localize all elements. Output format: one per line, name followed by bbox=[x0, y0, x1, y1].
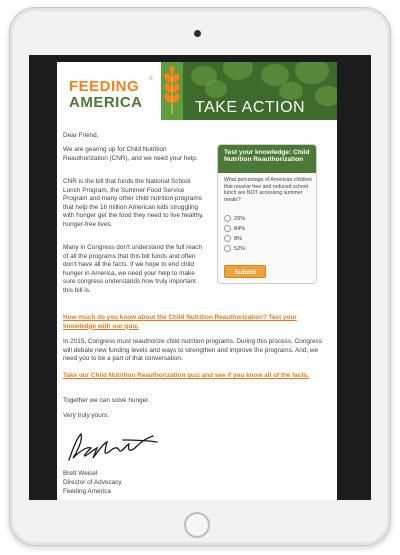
foliage-leaf bbox=[279, 82, 303, 100]
sender-name: Brett Weisel bbox=[63, 470, 98, 477]
foliage-leaf bbox=[295, 62, 329, 84]
foliage-leaf bbox=[205, 80, 227, 98]
tablet-screen bbox=[29, 55, 371, 500]
signature bbox=[63, 430, 163, 471]
radio-icon[interactable] bbox=[224, 245, 231, 252]
foliage-leaf bbox=[315, 86, 337, 106]
paragraph-4: In 2015, Congress must reauthorize child nutrition programs. During this process, Congress will debate new funding levels and ways to strengthen and improve the programs. And, we need you to be a part of that conversation. bbox=[63, 338, 322, 363]
sender-title: Director of Advocacy bbox=[63, 479, 122, 486]
feeding-america-logo[interactable] bbox=[57, 62, 161, 120]
paragraph-5: Together we can solve hunger. bbox=[63, 397, 150, 404]
camera-icon bbox=[194, 30, 201, 37]
logo-america-text: AMERICA bbox=[69, 94, 143, 111]
email-body bbox=[57, 62, 337, 500]
quiz-option[interactable] bbox=[224, 225, 245, 233]
submit-button[interactable]: Submit bbox=[224, 265, 266, 278]
radio-icon[interactable] bbox=[224, 225, 231, 232]
radio-icon[interactable] bbox=[224, 235, 231, 242]
paragraph-3: Many in Congress don't understand the full reach of all the programs that this bill funds and often don't have all the facts. If we hope to end child hunger in America, we need your help to make sure congress understands how truly important this bill is. bbox=[63, 244, 203, 294]
quiz-link-1[interactable]: How much do you know about the Child Nutrition Reauthorization? Test your knowledge with our quiz. bbox=[63, 314, 297, 330]
wheat-icon bbox=[161, 62, 183, 120]
quiz-widget bbox=[217, 144, 317, 284]
quiz-option-label: 84% bbox=[234, 225, 246, 232]
closing: Very truly yours, bbox=[63, 412, 109, 419]
quiz-option-label: 8% bbox=[234, 235, 243, 242]
quiz-title: Test your knowledge: Child Nutrition Reauthorization bbox=[224, 149, 310, 164]
take-action-headline: TAKE ACTION bbox=[195, 99, 306, 116]
quiz-header bbox=[218, 145, 316, 173]
quiz-question: What percentage of American children that receive free and reduced school lunch are NOT accessing summer meals? bbox=[224, 177, 312, 203]
registered-mark: ® bbox=[149, 76, 153, 82]
quiz-option[interactable] bbox=[224, 235, 242, 243]
sender-org: Feeding America bbox=[63, 488, 111, 495]
quiz-option[interactable] bbox=[224, 245, 245, 253]
radio-icon[interactable] bbox=[224, 215, 231, 222]
quiz-option[interactable] bbox=[224, 215, 245, 223]
quiz-option-label: 29% bbox=[234, 215, 246, 222]
banner-foliage bbox=[183, 62, 337, 120]
header-banner bbox=[57, 62, 337, 120]
quiz-option-label: 52% bbox=[234, 245, 246, 252]
greeting: Dear Friend, bbox=[63, 132, 99, 139]
paragraph-1: We are gearing up for Child Nutrition Reauthorization (CNR), and we need your help. bbox=[63, 146, 198, 162]
paragraph-2: CNR is the bill that funds the National School Lunch Program, the Summer Food Service Program and many other child nutrition programs that help the 16 million American kids struggling with hunger get the food they need to live healthy, hunger-free lives. bbox=[63, 178, 204, 228]
foliage-leaf bbox=[223, 62, 253, 80]
logo-feeding-text: FEEDING bbox=[69, 78, 140, 95]
home-button[interactable] bbox=[184, 512, 210, 538]
quiz-link-2[interactable]: Take our Child Nutrition Reauthorization quiz and see if you know all of the facts. bbox=[63, 372, 309, 379]
